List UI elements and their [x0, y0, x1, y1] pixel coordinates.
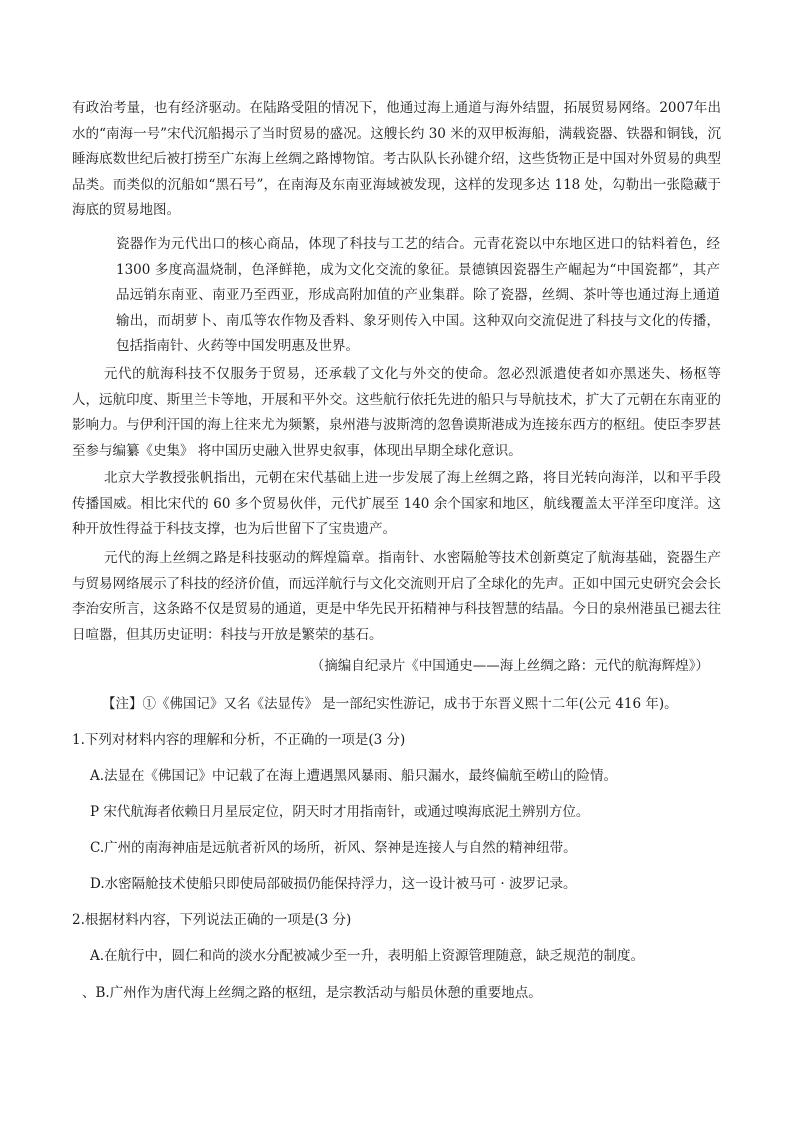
paragraph-porcelain-block: 瓷器作为元代出口的核心商品，体现了科技与工艺的结合。元青花瓷以中东地区进口的钴料着色，经 1300 多度高温烧制，色泽鲜艳，成为文化交流的象征。景德镇因瓷器生产崛起为“中国瓷都”，其产品远销东南亚、南亚乃至西亚，形成高附加值的产业集群。除了瓷器，丝绸、茶叶等也通过海上通道输出，而胡萝卜、南瓜等农作物及香料、象牙则传入中国。这种双向交流促进了科技与文化的传播，包括指南针、火药等中国发明惠及世界。	[116, 236, 720, 354]
paragraph-diplomacy: 元代的航海科技不仅服务于贸易，还承载了文化与外交的使命。忽必烈派遣使者如亦黑迷失、杨枢等人，远航印度、斯里兰卡等地，开展和平外交。这些航行依托先进的船只与导航技术，扩大了元朝在东南亚的影响力。与伊利汗国的海上往来尤为频繁，泉州港与波斯湾的忽鲁谟斯港成为连接东西方的枢纽。使臣李罗甚至参与编纂《史集》 将中国历史融入世界史叙事，体现出早期全球化意识。	[72, 366, 721, 459]
question-2-stem: 2.根据材料内容，下列说法正确的一项是(3 分)	[72, 912, 352, 928]
paragraph-trade-shipwrecks: 有政治考量，也有经济驱动。在陆路受阻的情况下，他通过海上通道与海外结盟，拓展贸易网络。2007年出水的“南海一号”宋代沉船揭示了当时贸易的盛况。这艘长约 30 米的双甲板海船，满载瓷器、铁器和铜钱，沉睡海底数世纪后被打捞至广东海上丝绸之路博物馆。考古队队长孙键介绍，这些货物正是中国对外贸易的典型品类。而类似的沉船如“黑石号”，在南海及东南亚海域被发现，这样的发现多达 118 处，勾勒出一张隐藏于海底的贸易地图。	[72, 100, 721, 218]
question-2-option-a: A.在航行中，圆仁和尚的淡水分配被减少至一升，表明船上资源管理随意，缺乏规范的制度。	[90, 948, 645, 964]
footnote: 【注】①《佛国记》又名《法显传》 是一部纪实性游记，成书于东晋义熙十二年(公元 416 年)。	[102, 696, 678, 712]
source-citation: （摘编自纪录片《中国通史——海上丝绸之路：元代的航海辉煌》）	[310, 658, 709, 674]
question-1-option-a: A.法显在《佛国记》中记载了在海上遭遇黑风暴雨、船只漏水，最终偏航至崂山的险情。	[90, 768, 618, 784]
question-1-option-b: P 宋代航海者依赖日月星辰定位，阴天时才用指南针，或通过嗅海底泥土辨别方位。	[90, 804, 590, 820]
paragraph-conclusion: 元代的海上丝绸之路是科技驱动的辉煌篇章。指南针、水密隔舱等技术创新奠定了航海基础，瓷器生产与贸易网络展示了科技的经济价值，而远洋航行与文化交流则开启了全球化的先声。正如中国元史研究会会长李治安所言，这条路不仅是贸易的通道，更是中华先民开拓精神与科技智慧的结晶。今日的泉州港虽已褪去往日喧嚣，但其历史证明：科技与开放是繁荣的基石。	[72, 550, 721, 643]
paragraph-zhang-fan: 北京大学教授张帆指出，元朝在宋代基础上进一步发展了海上丝绸之路，将目光转向海洋，以和平手段传播国威。相比宋代的 60 多个贸易伙伴，元代扩展至 140 余个国家和地区，航线覆盖太平洋至印度洋。这种开放性得益于科技支撑，也为后世留下了宝贵遗产。	[72, 470, 721, 537]
question-1-stem: 1.下列对材料内容的理解和分析，不正确的一项是(3 分)	[72, 732, 406, 748]
question-2-option-b: 、B.广州作为唐代海上丝绸之路的枢纽，是宗教活动与船员休憩的重要地点。	[82, 985, 542, 1001]
question-1-option-d: D.水密隔舱技术使船只即使局部破损仍能保持浮力，这一设计被马可 · 波罗记录。	[90, 876, 577, 892]
question-1-option-c: C.广州的南海神庙是远航者祈风的场所，祈风、祭神是连接人与自然的精神纽带。	[90, 840, 577, 856]
